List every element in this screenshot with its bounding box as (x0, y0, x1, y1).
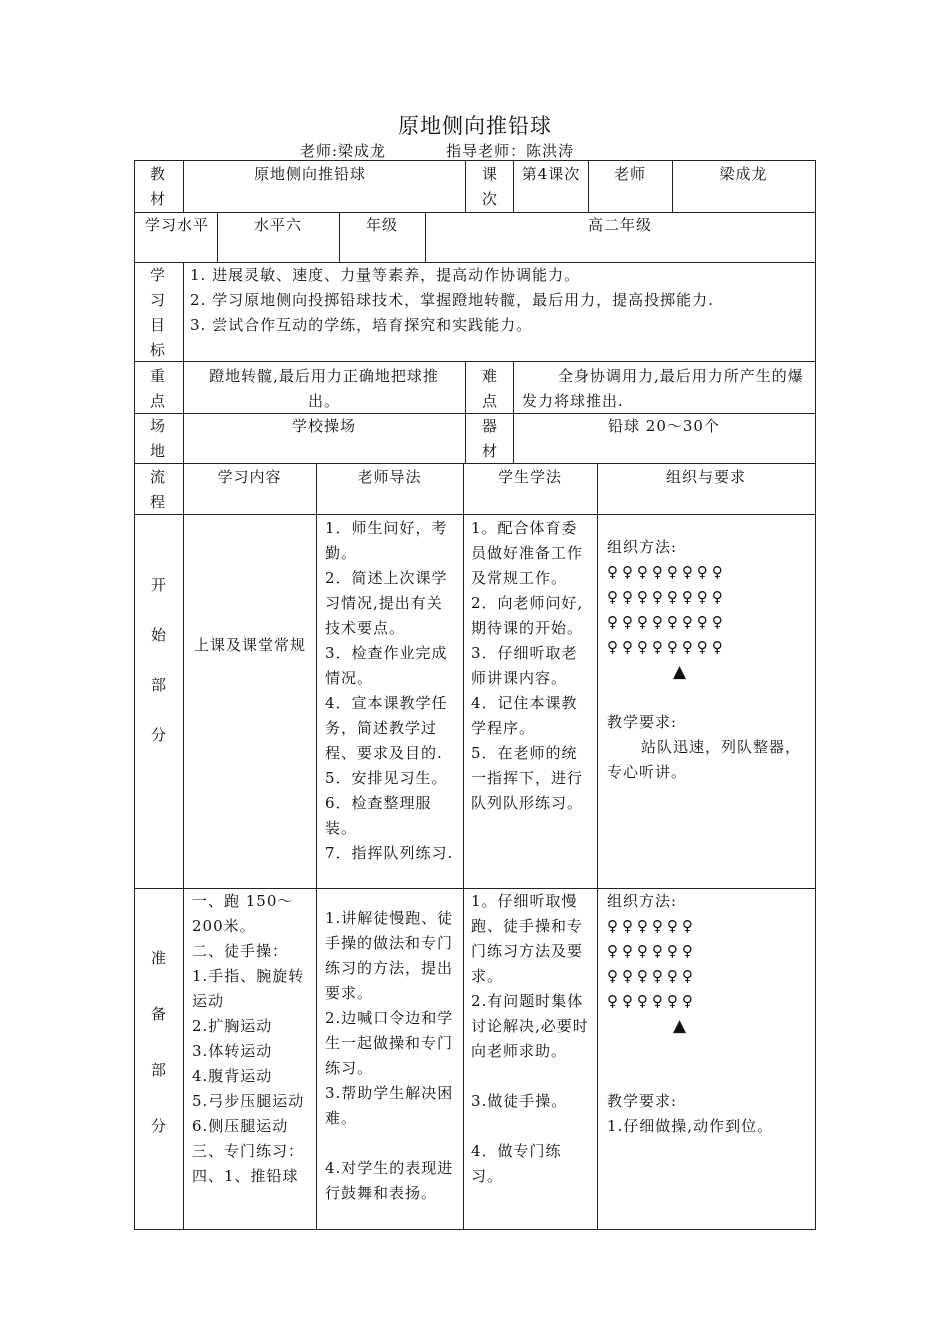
list-item: 1．师生问好，考勤。 (325, 519, 448, 562)
list-item: 3．检查作业完成情况。 (325, 644, 448, 687)
guide-teacher-name: 指导老师：陈洪涛 (446, 142, 575, 160)
prep-teacher-method (325, 906, 457, 1206)
list-item: 6.侧压腿运动 (192, 1117, 289, 1135)
teaching-requirement-text: 1.仔细做操,动作到位。 (607, 1117, 774, 1135)
list-item: 2.扩胸运动 (192, 1017, 273, 1035)
list-item: 3.帮助学生解决困难。 (325, 1084, 454, 1127)
teaching-requirement-label: 教学要求: (607, 1092, 678, 1110)
material-label: 教材 (149, 165, 166, 208)
key-point-label: 重点 (149, 367, 166, 410)
lesson-label: 课次 (481, 165, 498, 208)
list-item: 1.手指、腕旋转运动 (192, 967, 305, 1010)
list-item: 4.腹背运动 (192, 1067, 273, 1085)
list-item: 4．做专门练习。 (471, 1142, 562, 1185)
formation-row: ♀♀♀♀♀♀ (607, 917, 697, 935)
teaching-requirement-text: 站队迅速，列队整器，专心听讲。 (607, 738, 802, 781)
start-student-method (471, 516, 591, 816)
teacher-label: 老师 (613, 165, 646, 183)
formation-row: ♀♀♀♀♀♀ (607, 967, 697, 985)
column-flow: 流程 (149, 468, 166, 511)
list-item: 4．宣本课教学任务，简述教学过程、要求及目的. (325, 694, 448, 762)
teacher-position-icon: ▲ (673, 1016, 688, 1036)
list-item: 1.讲解徒慢跑、徒手操的做法和专门练习的方法，提出要求。 (325, 909, 454, 1002)
formation-row: ♀♀♀♀♀♀♀♀ (607, 613, 727, 631)
teacher-value: 梁成龙 (719, 165, 768, 183)
column-teacher-method: 老师导法 (357, 468, 422, 486)
list-item: 三、专门练习： (192, 1142, 305, 1160)
objective-item: 2. 学习原地侧向投掷铅球技术，掌握蹬地转髋，最后用力，提高投掷能力. (190, 291, 714, 309)
start-section-label: 开始部分 (150, 576, 167, 744)
level-label: 学习水平 (144, 216, 209, 234)
objectives-list (190, 263, 810, 338)
list-item: 5．安排见习生。 (325, 769, 448, 787)
formation-row: ♀♀♀♀♀♀♀♀ (607, 563, 727, 581)
document-title: 原地侧向推铅球 (398, 114, 552, 138)
list-item: 7．指挥队列练习. (325, 844, 454, 862)
list-item: 3.体转运动 (192, 1042, 273, 1060)
start-content: 上课及课堂常规 (193, 636, 306, 654)
equipment-value: 铅球 20～30个 (608, 417, 720, 435)
formation-row: ♀♀♀♀♀♀♀♀ (607, 588, 727, 606)
list-item: 1。配合体育委员做好准备工作及常规工作。 (471, 519, 584, 587)
list-item: 4.对学生的表现进行鼓舞和表扬。 (325, 1159, 454, 1202)
teacher-line (300, 140, 574, 161)
formation-row: ♀♀♀♀♀♀ (607, 992, 697, 1010)
start-organization (607, 535, 807, 785)
objectives-label: 学习目标 (149, 266, 166, 359)
list-item: 5.弓步压腿运动 (192, 1092, 305, 1110)
objective-item: 1. 进展灵敏、速度、力量等素养，提高动作协调能力。 (190, 266, 581, 284)
list-item: 2．向老师问好,期待课的开始。 (471, 594, 584, 637)
list-item: 2．简述上次课学习情况,提出有关技术要点。 (325, 569, 448, 637)
list-item: 一、跑 150～200米。 (192, 892, 294, 935)
list-item: 四、1、推铅球 (192, 1167, 299, 1185)
column-student-method: 学生学法 (497, 468, 562, 486)
org-method-label: 组织方法: (607, 538, 678, 556)
key-point-value: 蹬地转髋,最后用力正确地把球推出。 (209, 367, 439, 410)
formation-row: ♀♀♀♀♀♀ (607, 942, 697, 960)
teacher-name: 老师:梁成龙 (300, 142, 387, 160)
prep-organization (607, 889, 807, 1139)
teaching-requirement-label: 教学要求: (607, 713, 678, 731)
lesson-value: 第4课次 (521, 165, 581, 183)
column-content: 学习内容 (217, 468, 282, 486)
material-value: 原地侧向推铅球 (253, 165, 366, 183)
list-item: 2.有问题时集体讨论解决,必要时向老师求助。 (471, 992, 589, 1060)
difficulty-label: 难点 (481, 367, 498, 410)
venue-value: 学校操场 (291, 417, 356, 435)
level-value: 水平六 (253, 216, 302, 234)
start-teacher-method (325, 516, 457, 866)
list-item: 3.做徒手操。 (471, 1092, 568, 1110)
venue-label: 场地 (149, 417, 166, 460)
grade-value: 高二年级 (587, 216, 652, 234)
list-item: 5．在老师的统一指挥下，进行队列队形练习。 (471, 744, 584, 812)
teacher-position-icon: ▲ (673, 662, 688, 682)
list-item: 2.边喊口令边和学生一起做操和专门练习。 (325, 1009, 454, 1077)
equipment-label: 器材 (481, 417, 498, 460)
difficulty-value: 全身协调用力,最后用力所产生的爆发力将球推出. (522, 367, 804, 410)
list-item: 1。仔细听取慢跑、徒手操和专门练习方法及要求。 (471, 892, 584, 985)
org-method-label: 组织方法: (607, 892, 678, 910)
prep-content (192, 889, 310, 1189)
list-item: 二、徒手操： (192, 942, 289, 960)
column-organization: 组织与要求 (665, 468, 746, 486)
list-item: 6．检查整理服装。 (325, 794, 432, 837)
objective-item: 3. 尝试合作互动的学练，培育探究和实践能力。 (190, 316, 533, 334)
prep-student-method (471, 889, 591, 1189)
grade-label: 年级 (365, 216, 398, 234)
list-item: 4．记住本课教学程序。 (471, 694, 578, 737)
prep-section-label: 准备部分 (150, 949, 167, 1135)
formation-row: ♀♀♀♀♀♀♀♀ (607, 638, 727, 656)
list-item: 3．仔细听取老师讲课内容。 (471, 644, 578, 687)
